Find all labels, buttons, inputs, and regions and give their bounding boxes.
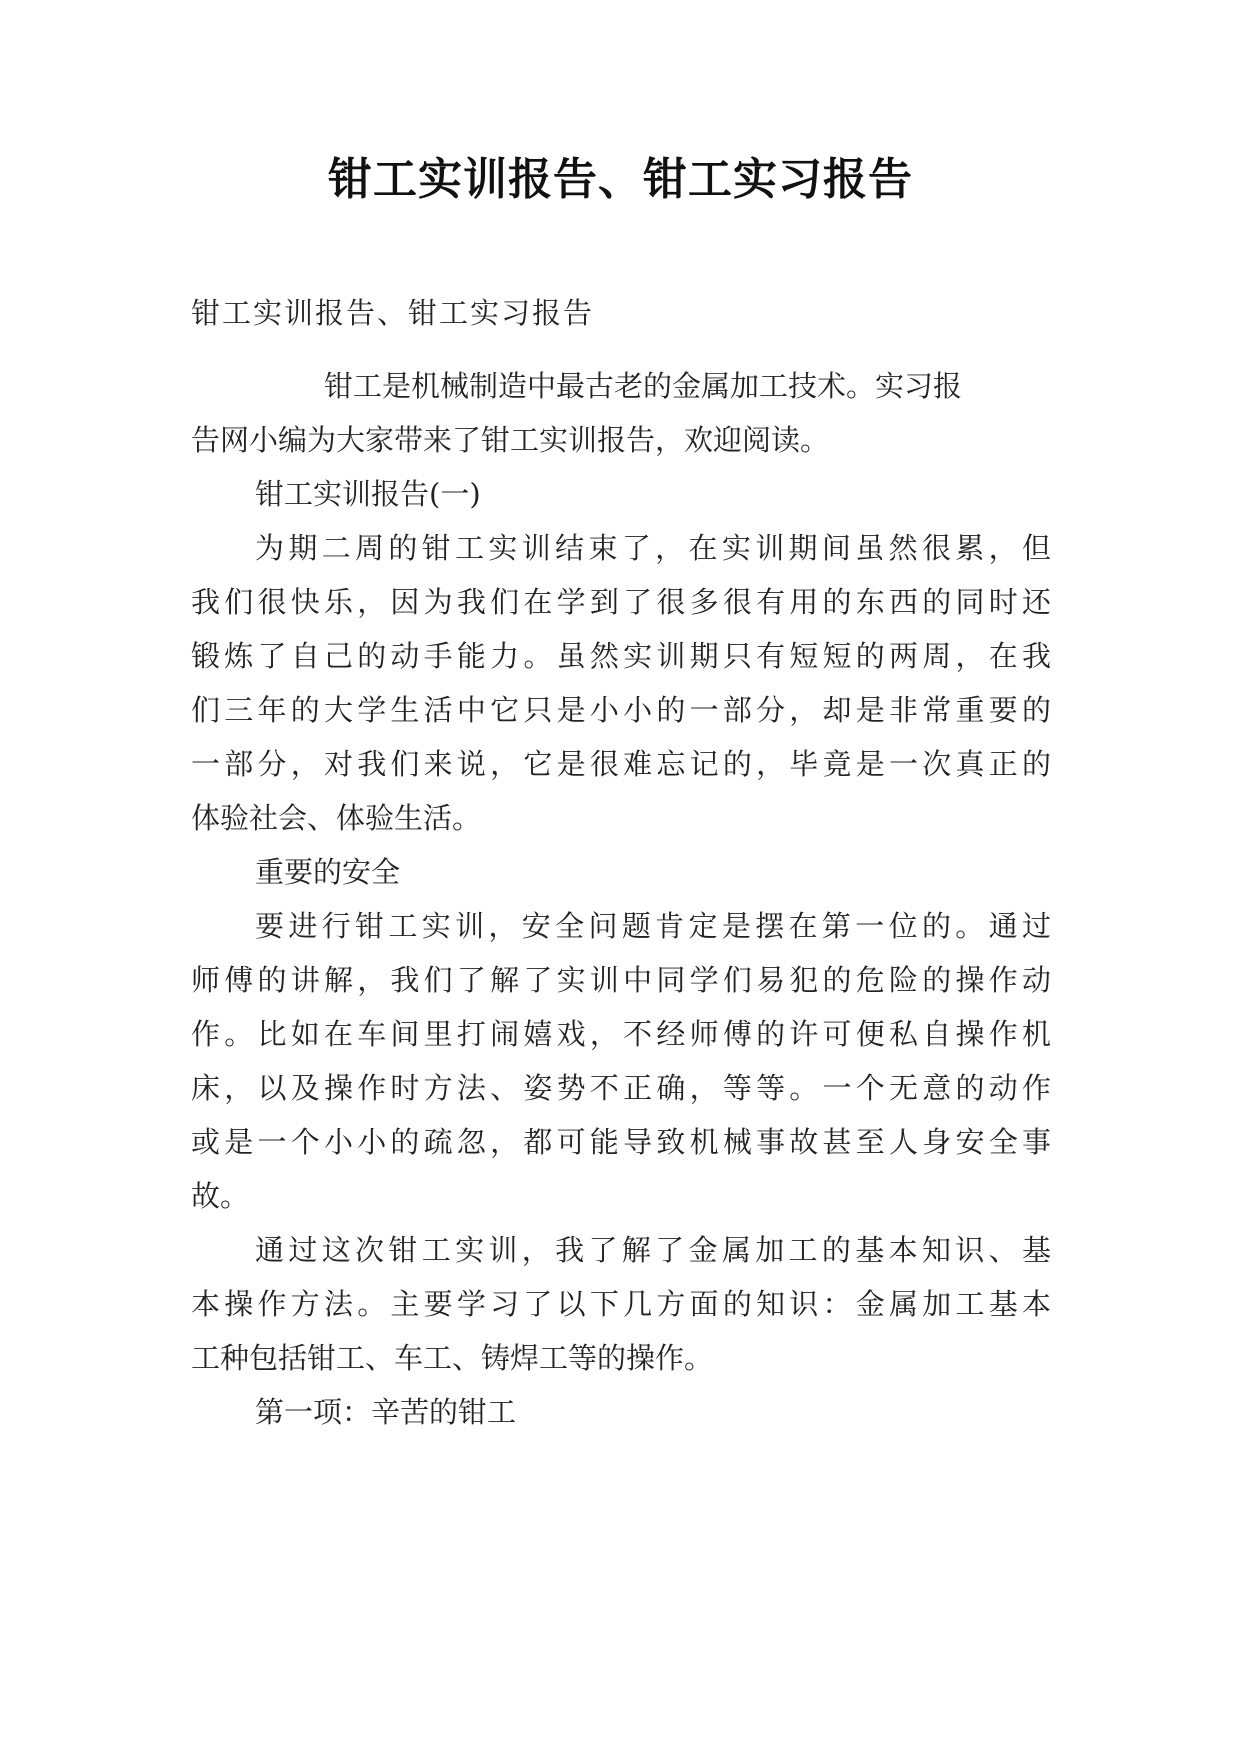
paragraph-line: 故。 [191,1179,250,1213]
paragraph-line: 钳工是机械制造中最古老的金属加工技术。实习报 [324,369,963,403]
paragraph-line: 床，以及操作时方法、姿势不正确，等等。一个无意的动作 [191,1071,1051,1105]
document-title: 钳工实训报告、钳工实习报告 [328,154,913,205]
paragraph-line: 一部分，对我们来说，它是很难忘记的，毕竟是一次真正的 [191,747,1051,781]
paragraph-line: 师傅的讲解，我们了解了实训中同学们易犯的危险的操作动 [191,963,1051,997]
paragraph-line: 告网小编为大家带来了钳工实训报告，欢迎阅读。 [191,423,830,457]
paragraph-line: 我们很快乐，因为我们在学到了很多很有用的东西的同时还 [191,585,1051,619]
paragraph-line: 为期二周的钳工实训结束了，在实训期间虽然很累，但 [255,531,1051,565]
paragraph-line: 或是一个小小的疏忽，都可能导致机械事故甚至人身安全事 [191,1125,1051,1159]
paragraph-line: 本操作方法。主要学习了以下几方面的知识：金属加工基本 [191,1287,1051,1321]
paragraph-line: 们三年的大学生活中它只是小小的一部分，却是非常重要的 [191,693,1051,727]
paragraph-line: 体验社会、体验生活。 [191,801,482,835]
section-heading: 钳工实训报告(一) [255,477,481,511]
paragraph-line: 工种包括钳工、车工、铸焊工等的操作。 [191,1341,714,1375]
paragraph-line: 作。比如在车间里打闹嬉戏，不经师傅的许可便私自操作机 [191,1017,1051,1051]
paragraph-line: 通过这次钳工实训，我了解了金属加工的基本知识、基 [255,1233,1051,1267]
section-heading: 第一项：辛苦的钳工 [255,1395,517,1429]
paragraph-line: 要进行钳工实训，安全问题肯定是摆在第一位的。通过 [255,909,1051,943]
document-subtitle: 钳工实训报告、钳工实习报告 [191,296,595,330]
paragraph-line: 锻炼了自己的动手能力。虽然实训期只有短短的两周，在我 [191,639,1051,673]
section-heading: 重要的安全 [255,855,401,889]
